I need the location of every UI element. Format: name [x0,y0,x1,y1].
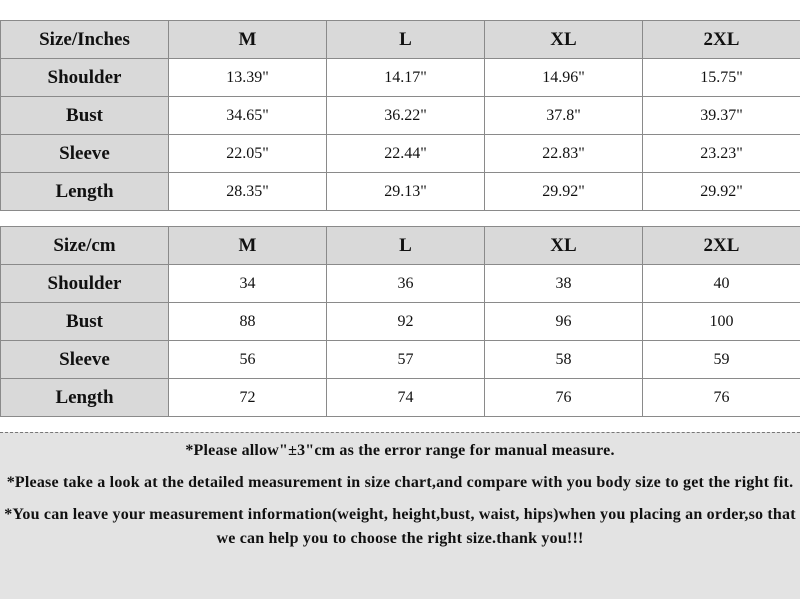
row-label: Sleeve [1,135,169,173]
row-label: Length [1,173,169,211]
table-header-row [1,227,800,265]
table-cell: 76 [485,379,643,417]
table-cell: 14.17" [327,59,485,97]
row-label: Shoulder [1,59,169,97]
table-cell: 100 [643,303,800,341]
header-cell-unit: Size/cm [1,227,169,265]
table-cell: 72 [169,379,327,417]
table-cell: 22.05" [169,135,327,173]
table-cell: 74 [327,379,485,417]
table-cell: 56 [169,341,327,379]
row-label: Shoulder [1,265,169,303]
table-cell: 22.44" [327,135,485,173]
header-cell-size: L [327,21,485,59]
table-cell: 29.13" [327,173,485,211]
table-row [1,265,800,303]
table-row [1,173,800,211]
table-cell: 38 [485,265,643,303]
table-cell: 88 [169,303,327,341]
row-label: Sleeve [1,341,169,379]
table-cell: 57 [327,341,485,379]
table-row [1,379,800,417]
table-cell: 36 [327,265,485,303]
table-cell: 34 [169,265,327,303]
table-cell: 36.22" [327,97,485,135]
note-compare-size: *Please take a look at the detailed measurement in size chart,and compare with you body size to get the right fit. [6,474,794,491]
table-cell: 39.37" [643,97,800,135]
table-cell: 14.96" [485,59,643,97]
table-cell: 92 [327,303,485,341]
note-leave-measurements: *You can leave your measurement information(weight, height,bust, waist, hips)when you placing an order,so that we can help you to choose the right size.thank you!!! [4,506,796,547]
table-cell: 23.23" [643,135,800,173]
header-cell-size: M [169,227,327,265]
table-cell: 22.83" [485,135,643,173]
header-cell-size: XL [485,21,643,59]
header-cell-size: 2XL [643,227,800,265]
table-cell: 13.39" [169,59,327,97]
table-cell: 29.92" [643,173,800,211]
table-cell: 76 [643,379,800,417]
header-cell-size: 2XL [643,21,800,59]
measurement-notes [0,432,800,599]
header-cell-size: XL [485,227,643,265]
header-cell-size: L [327,227,485,265]
table-cell: 96 [485,303,643,341]
table-cell: 15.75" [643,59,800,97]
row-label: Length [1,379,169,417]
table-cell: 29.92" [485,173,643,211]
note-error-range: *Please allow"±3"cm as the error range for manual measure. [185,442,615,459]
header-cell-size: M [169,21,327,59]
table-cell: 34.65" [169,97,327,135]
header-cell-unit: Size/Inches [1,21,169,59]
table-row [1,97,800,135]
table-cell: 58 [485,341,643,379]
table-header-row [1,21,800,59]
table-row [1,341,800,379]
table-cell: 28.35" [169,173,327,211]
size-table-inches [0,20,800,211]
table-cell: 59 [643,341,800,379]
table-row [1,135,800,173]
table-cell: 40 [643,265,800,303]
row-label: Bust [1,97,169,135]
size-table-cm [0,226,800,417]
row-label: Bust [1,303,169,341]
table-cell: 37.8" [485,97,643,135]
table-row [1,59,800,97]
table-row [1,303,800,341]
